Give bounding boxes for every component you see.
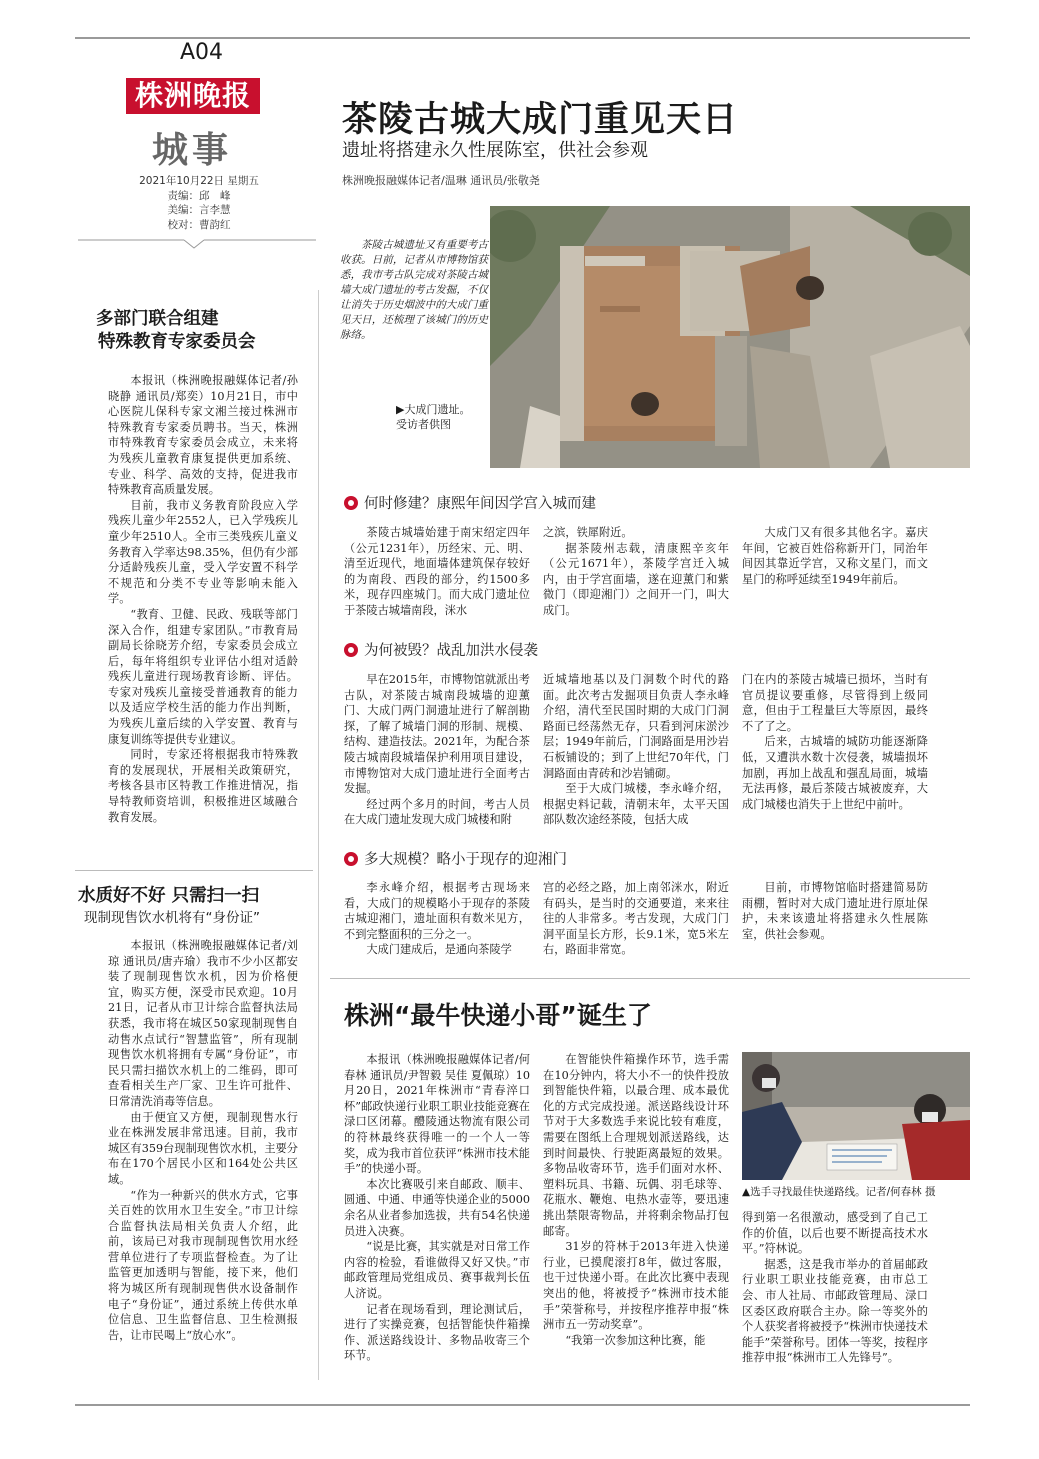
column-divider: [318, 290, 319, 1380]
story-divider: [330, 978, 970, 979]
bottom-rule: [75, 1404, 970, 1406]
section3-col1: 李永峰介绍，根据考古现场来看，大成门的规模略小于现存的茶陵古城迎湘门，遗址面积有数米见方，不到完整面积的三分之一。 大成门建成后，是通向茶陵学: [344, 881, 530, 957]
main-photo-caption: ▶大成门遗址。 受访者供图: [396, 403, 471, 431]
section1-col3: 大成门又有很多其他名字。嘉庆年间，它被百姓俗称新开门，同治年间因其靠近学宫，又称文星门，而文星门的称呼延续至1949年前后。: [742, 526, 928, 586]
story2-subhead: 现制现售饮水机将有“身份证”: [84, 910, 260, 926]
express-photo-caption: ▲选手寻找最佳快递路线。记者/何春林 摄: [742, 1186, 936, 1198]
section1-col2: 之滨，铁犀附近。 据茶陵州志载，清康熙辛亥年（公元1671年），茶陵学宫迁入城内，由于学宫面墙，遂在迎薰门和紫微门（即迎湘门）之间开一门，叫大成门。: [543, 526, 729, 617]
express-col1: 本报讯（株洲晚报融媒体记者/何春林 通讯员/尹智毅 吴佳 夏佩琼）10月20日，2021年株洲市“青春淬口杯”邮政快递行业职工职业技能竞赛在渌口区闭幕。醴陵通达物流有限公司的符林最终获得唯一的一个人一等奖，成为我市首位获评“株洲市技术能手”的快递小哥。 本次比赛吸引来自邮政、顺丰、圆通、中通、申通等快递企业的5000余名从业者参加选拔，共有54名快递员进入决赛。 “说是比赛，其实就是对日常工作内容的检验，看谁做得又好又快。”市邮政管理局党组成员、赛事裁判长伍人济说。 记者在现场看到，理论测试后，进行了实操竞赛，包括智能快件箱操作、派送路线设计、多物品收寄三个环节。: [344, 1053, 530, 1363]
section3-col2: 宫的必经之路，加上南邻洣水，附近有码头，是当时的交通要道，来来往往的人非常多。考古发现，大成门门洞平面呈长方形，长9.1米，宽5米左右，路面非常宽。: [543, 881, 729, 957]
credits-divider: [78, 234, 316, 250]
left-divider: [75, 870, 313, 871]
date-line: 2021年10月22日 星期五: [139, 175, 259, 187]
proofreader: 校对：曹韵红: [167, 218, 231, 231]
bullet-icon: [344, 852, 358, 866]
main-headline: 茶陵古城大成门重见天日: [342, 100, 739, 140]
bullet-icon: [344, 496, 358, 510]
story2-body: 本报讯（株洲晚报融媒体记者/刘琼 通讯员/唐卉瑜）我市不少小区都安装了现制现售饮水机，因为价格便宜，购买方便，深受市民欢迎。10月21日，记者从市卫计综合监督执法局获悉，我市将在城区50家现制现售自动售水点试行“智慧监管”，所有现制现售饮水机将拥有专属“身份证”，市民只需扫描饮水机上的二维码，即可查看相关生产厂家、卫生许可批件、日常清洗消毒等信息。 由于便宜又方便，现制现售水行业在株洲发展非常迅速。目前，我市城区有359台现制现售饮水机，主要分布在170个居民小区和164处公共区域。 “作为一种新兴的供水方式，它事关百姓的饮用水卫生安全。”市卫计综合监督执法局相关负责人介绍，此前，该局已对我市现制现售饮用水经营单位进行了专项监督检查。为了让监管更加透明与智能，接下来，他们将为城区所有现制现售供水设备制作电子“身份证”，通过系统上传供水单位信息、卫生监督信息、卫生检测报告，让市民喝上“放心水”。: [108, 939, 298, 1342]
story1-body: 本报讯（株洲晚报融媒体记者/孙晓静 通讯员/郑奕）10月21日，市中心医院儿保科专家文湘兰接过株洲市特殊教育专家委员聘书。当天，株洲市特殊教育专家委员会成立，未来将为残疾儿童教育康复提供更加系统、专业、科学、高效的支持，促进我市特殊教育高质量发展。 目前，我市义务教育阶段应入学残疾儿童少年2552人，已入学残疾儿童少年2510人。全市三类残疾儿童义务教育入学率达98.35%，但仍有少部分适龄残疾儿童，受入学安置不科学不规范和分类不专业等影响未能入学。 “教育、卫健、民政、残联等部门深入合作，组建专家团队。”市教育局副局长徐晓芳介绍，专家委员会成立后，每年将组织专业评估小组对适龄残疾儿童进行现场教育诊断、评估。专家对残疾儿童接受普通教育的能力以及适应学校生活的能力作出判断，为残疾儿童后续的入学安置、教育与康复训练等提供专业建议。 同时，专家还将根据我市特殊教育的发展现状，开展相关政策研究，考核各县市区特教工作推进情况，指导特教师资培训，积极推进区域融合教育发展。: [108, 374, 298, 824]
main-intro: 茶陵古城遗址又有重要考古收获。日前，记者从市博物馆获悉，我市考古队完成对茶陵古城墙大成门遗址的考古发掘，不仅让消失于历史烟波中的大成门重见天日，还梳理了该城门的历史脉络。: [340, 239, 488, 341]
main-byline: 株洲晚报融媒体记者/温琳 通讯员/张敬尧: [342, 174, 540, 187]
section3-col3: 目前，市博物馆临时搭建简易防雨棚，暂时对大成门遗址进行原址保护，未来该遗址将搭建永久性展陈室，供社会参观。: [742, 881, 928, 941]
section2-col3: 门在内的茶陵古城墙已损坏，当时有官员提议要重修，尽管得到上级同意，但由于工程量巨大等原因，最终不了了之。 后来，古城墙的城防功能逐渐降低，又遭洪水数十次侵袭，城墙损坏加剧，再加上战乱和强乱局面，城墙无法再修，最后茶陵古城被废弃，大成门城楼也消失于上世纪中前叶。: [742, 673, 928, 811]
masthead-credits: [134, 174, 264, 232]
section1-heading: 何时修建？康熙年间因学宫入城而建: [344, 492, 596, 513]
top-rule: [75, 37, 970, 39]
section2-col1: 早在2015年，市博物馆就派出考古队，对茶陵古城南段城墙的迎薰门、大成门两门洞遗址进行了解剖勘探，了解了城墙门洞的形制、规模、结构、建造技法。2021年，为配合茶陵古城南段城墙保护利用项目建设，市博物馆对大成门遗址进行全面考古发掘。 经过两个多月的时间，考古人员在大成门遗址发现大成门城楼和附: [344, 673, 530, 827]
editor: 责编：邱 峰: [167, 189, 231, 202]
express-col2: 在智能快件箱操作环节，选手需在10分钟内，将大小不一的快件投放到智能快件箱，以最合理、成本最优化的方式完成投递。派送路线设计环节对于大多数选手来说比较有难度，需要在图纸上合理规划派送路线，达到时间最快、行驶距离最短的效果。多物品收寄环节，选手们面对水杯、塑料玩具、书籍、玩偶、羽毛球等、花瓶水、鞭炮、电热水壶等，要迅速挑出禁限寄物品，并将剩余物品打包邮寄。 31岁的符林于2013年进入快递行业，已摸爬滚打8年，做过客服，也干过快递小哥。在此次比赛中表现突出的他，将被授予“株洲市技术能手”荣誉称号，并按程序推荐申报“株洲市五一劳动奖章”。 “我第一次参加这种比赛，能: [543, 1053, 729, 1347]
page-number: A04: [180, 40, 224, 65]
express-col3: 得到第一名很激动，感受到了自己工作的价值，以后也要不断提高技术水平。”符林说。 据悉，这是我市举办的首届邮政行业职工职业技能竞赛，由市总工会、市人社局、市邮政管理局、渌口区委区政府联合主办。除一等奖外的个人获奖者将被授予“株洲市快递技术能手”荣誉称号。团体一等奖，按程序推荐申报“株洲市工人先锋号”。: [742, 1211, 928, 1365]
main-deck: 遗址将搭建永久性展陈室，供社会参观: [342, 140, 648, 161]
section2-heading: 为何被毁？战乱加洪水侵袭: [344, 639, 538, 660]
section2-col2: 近城墙地基以及门洞数个时代的路面。此次考古发掘项目负责人李永峰介绍，清代至民国时期的大成门门洞路面已经荡然无存，只看到河床淤沙层；1949年前后，门洞路面是用沙岩石板铺设的；到了上世纪70年代，门洞路面由青砖和沙岩铺砌。 至于大成门城楼，李永峰介绍，根据史料记载，清朝末年，太平天国部队数次途经茶陵，包括大成: [543, 673, 729, 827]
story2-headline: 水质好不好 只需扫一扫: [78, 886, 260, 906]
bullet-icon: [344, 643, 358, 657]
section-title: 城事: [152, 129, 233, 171]
express-headline: 株洲“最牛快递小哥”诞生了: [344, 1001, 652, 1030]
section1-col1: 茶陵古城墙始建于南宋绍定四年（公元1231年），历经宋、元、明、清至近现代，地面墙体建筑保存较好的为南段、西段的部分，约1500多米，现存四座城门。而大成门遗址位于茶陵古城墙南段，洣水: [344, 526, 530, 617]
courier-photo: [742, 1052, 970, 1180]
section3-heading: 多大规模？略小于现存的迎湘门: [344, 848, 567, 869]
designer: 美编：言李慧: [167, 204, 231, 216]
story1-headline: 多部门联合组建 特殊教育专家委员会: [96, 309, 256, 352]
paper-logo: 株洲晚报: [126, 78, 260, 114]
excavation-photo: [490, 206, 970, 468]
